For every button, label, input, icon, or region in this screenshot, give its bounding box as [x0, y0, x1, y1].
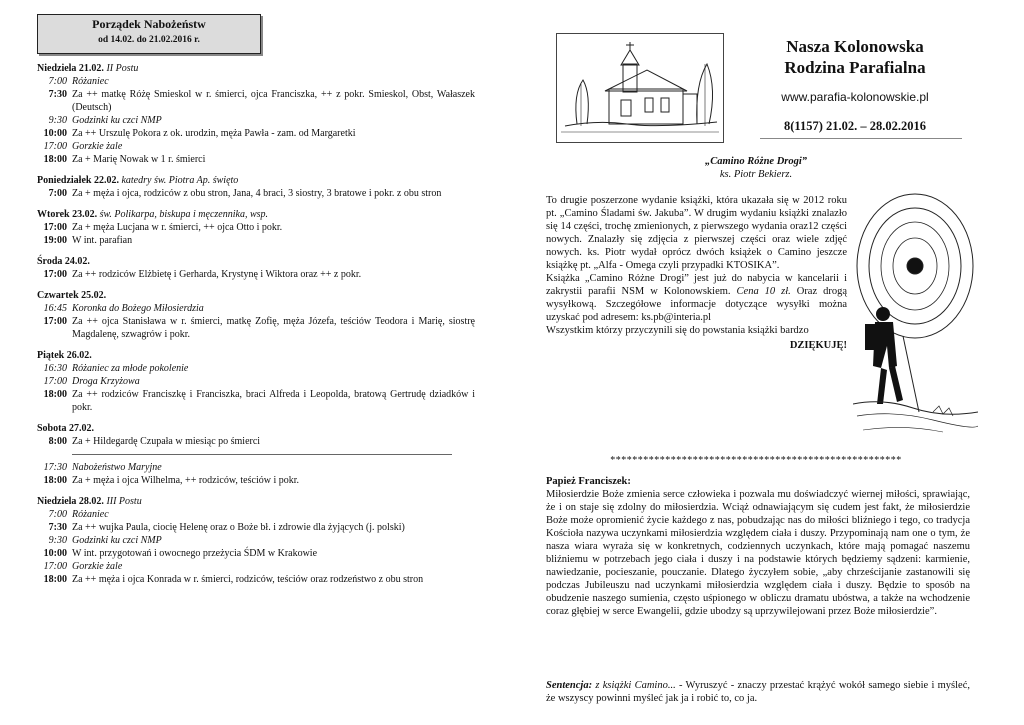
entry-intention: Za + męża i ojca Wilhelma, ++ rodziców, teściów i pokr.: [72, 475, 300, 486]
schedule-entry: [37, 302, 475, 315]
sentence-text: - Wyruszyć - znaczy przestać krążyć wokół samego siebie i myśleć, że wszyscy powinni myśleć jak ja i robić to, co ja.: [546, 680, 970, 704]
day-title: [37, 422, 475, 435]
schedule-entry: [37, 234, 475, 247]
entry-time: 18:00: [43, 574, 67, 585]
schedule-day: [37, 349, 475, 414]
pope-quote-title: Papież Franciszek:: [546, 476, 631, 487]
entry-intention: Gorzkie żale: [72, 561, 123, 572]
entry-time: 17:00: [43, 141, 67, 152]
entry-time: 9:30: [48, 535, 67, 546]
entry-intention: Koronka do Bożego Miłosierdzia: [72, 303, 204, 314]
entry-intention: Za ++ rodziców Franciszkę i Franciszka, braci Alfreda i Leopolda, bratową Gertrudę dziadków i pokr.: [72, 389, 475, 413]
masthead-title-line1: Nasza Kolonowska: [786, 37, 924, 56]
entry-time: 10:00: [43, 548, 67, 559]
entry-time: 19:00: [43, 235, 67, 246]
entry-intention: Godzinki ku czci NMP: [72, 115, 162, 126]
section-separator: *****************************************************: [610, 455, 902, 466]
day-title: [37, 208, 475, 221]
entry-time: 17:00: [43, 316, 67, 327]
entry-intention: Za ++ Urszulę Pokora z ok. urodzin, męża Pawła - zam. od Margaretki: [72, 128, 356, 139]
entry-intention: Za ++ rodziców Elżbietę i Gerharda, Krystynę i Wiktora oraz ++ z pokr.: [72, 269, 362, 280]
schedule-day: [37, 255, 475, 281]
schedule-day: [37, 495, 475, 586]
schedule-day: [37, 62, 475, 166]
entry-intention: Gorzkie żale: [72, 141, 123, 152]
entry-time: 16:30: [43, 363, 67, 374]
schedule-entry: [37, 153, 475, 166]
entry-intention: Za + męża i ojca, rodziców z obu stron, Jana, 4 braci, 3 siostry, 3 bratowe i pokr. z obu stron: [72, 188, 442, 199]
sentence-source: z książki Camino...: [595, 680, 676, 691]
entry-intention: Za ++ wujka Paula, ciocię Helenę oraz o Boże bł. i zdrowie dla żyjących (j. polski): [72, 522, 405, 533]
entry-time: 18:00: [43, 475, 67, 486]
entry-time: 7:00: [48, 76, 67, 87]
schedule-entry: [37, 375, 475, 388]
entry-intention: Za + Marię Nowak w 1 r. śmierci: [72, 154, 206, 165]
entry-time: 18:00: [43, 154, 67, 165]
schedule-day: [37, 174, 475, 200]
entry-time: 10:00: [43, 128, 67, 139]
book-heading: [666, 155, 846, 181]
entry-intention: W int. parafian: [72, 235, 133, 246]
entry-time: 18:00: [43, 389, 67, 400]
schedule-days: [37, 62, 475, 586]
schedule-entry: [37, 127, 475, 140]
schedule-header: [37, 14, 261, 54]
masthead: [745, 36, 965, 134]
schedule-entry: [37, 461, 475, 474]
schedule-entry: [37, 88, 475, 114]
entry-intention: W int. przygotowań i owocnego przeżycia ŚDM w Krakowie: [72, 548, 318, 559]
book-thanks: DZIĘKUJĘ!: [789, 340, 847, 351]
schedule-entry: [37, 474, 475, 487]
day-title: [37, 495, 475, 508]
book-title: „Camino Różne Drogi”: [704, 156, 808, 167]
entry-time: 9:30: [48, 115, 67, 126]
entry-intention: Za ++ matkę Różę Smieskol w r. śmierci, ojca Franciszka, ++ z pokr. Smieskol, Obst, Wałaszek (Deutsch): [72, 89, 475, 113]
pope-quote-text: Miłosierdzie Boże zmienia serce człowieka i pozwala mu doświadczyć wiernej miłości, sprawiając, że i on staje się zdolny do miłosierdzia. Wciąż odnawiającym się cudem jest fakt, że miłosierdzie Boże może opromienić życie każdego z nas, pobudzając nas do miłości bliźniego i tego, co tradycja Kościoła nazywa uczynkami miłosierdzia względem ciała i duszy. Przypominają nam one o tym, że nasza wiara wyraża się w konkretnych, codziennych uczynkach, które mają pomagać naszemu bliźniemu w potrzebach jego ciała i duszy i na podstawie których będziemy sądzeni: karmienie, nawiedzanie, pocieszanie, pouczanie. Dlatego życzyłem sobie, „aby chrześcijanie zastanowili się podczas Jubileuszu nad uczynkami miłosierdzia względem ciała i duszy. Będzie to sposób na obudzenie naszego sumienia, często uśpionego w obliczu dramatu ubóstwa, a także na wchodzenie coraz głębiej w serce Ewangelii, gdzie ubodzy są uprzywilejowani przez Boże miłosierdzie”.: [546, 489, 970, 617]
entry-intention: Różaniec: [72, 76, 109, 87]
entry-time: 16:45: [43, 303, 67, 314]
schedule-divider: [72, 454, 452, 455]
schedule-entry: [37, 388, 475, 414]
day-feast: II Postu: [106, 63, 139, 74]
book-paragraph-2a: Książka „Camino Różne Drogi” jest już do nabycia w kancelarii i zakrystii parafii NSM w Kolonowskiem.: [546, 273, 847, 297]
schedule-entry: [37, 573, 475, 586]
pilgrim-illustration: [853, 186, 978, 441]
day-date: Piątek 26.02.: [37, 350, 92, 361]
entry-intention: Za + Hildegardę Czupała w miesiąc po śmierci: [72, 436, 261, 447]
entry-time: 17:00: [43, 376, 67, 387]
schedule-day: [37, 422, 475, 487]
day-date: Wtorek 23.02.: [37, 209, 98, 220]
schedule-entry: [37, 268, 475, 281]
day-feast: św. Polikarpa, biskupa i męczennika, wsp.: [99, 209, 269, 220]
day-feast: III Postu: [106, 496, 142, 507]
entry-intention: Za ++ męża i ojca Konrada w r. śmierci, rodziców, teściów oraz rodzeństwo z obu stron: [72, 574, 424, 585]
day-date: Niedziela 28.02.: [37, 496, 104, 507]
day-title: [37, 174, 475, 187]
entry-intention: Nabożeństwo Maryjne: [72, 462, 162, 473]
day-date: Środa 24.02.: [37, 256, 90, 267]
schedule-entry: [37, 560, 475, 573]
entry-intention: Godzinki ku czci NMP: [72, 535, 162, 546]
schedule-title: Porządek Nabożeństw: [92, 17, 206, 31]
entry-time: 8:00: [48, 436, 67, 447]
entry-time: 7:30: [48, 522, 67, 533]
book-price: Cena 10 zł.: [736, 286, 791, 297]
entry-intention: Różaniec: [72, 509, 109, 520]
schedule-entry: [37, 114, 475, 127]
entry-time: 17:00: [43, 222, 67, 233]
schedule-day: [37, 208, 475, 247]
entry-intention: Droga Krzyżowa: [72, 376, 140, 387]
sentence: [546, 679, 970, 705]
schedule-day: [37, 289, 475, 341]
day-date: Niedziela 21.02.: [37, 63, 104, 74]
entry-intention: Za ++ ojca Stanisława w r. śmierci, matkę Zofię, męża Józefa, teściów Teodora i Marię, siostrę Magdalenę, szwagrów i pokr.: [72, 316, 475, 340]
issue-number: 8(1157) 21.02. – 28.02.2016: [783, 119, 926, 133]
book-paragraph-1: To drugie poszerzone wydanie książki, która ukazała się w 2012 roku pt. „Camino Śladami św. Jakuba”. W drugim wydaniu książki znalazło się 14 części, trochę zmienionych, z pierwszego wydania oraz12 części nowych. Znalazły się zdjęcia z pierwszej części oraz wiele zdjęć nowych. ks. Piotr wydał oprócz dwóch książek o Camino jeszcze książkę pt. „Alfa - Omega czyli przypadki KTOSIKA”.: [546, 195, 847, 271]
parish-url[interactable]: www.parafia-kolonowskie.pl: [781, 90, 929, 104]
entry-intention: Za + męża Lucjana w r. śmierci, ++ ojca Otto i pokr.: [72, 222, 283, 233]
entry-time: 7:30: [48, 89, 67, 100]
day-title: [37, 289, 475, 302]
book-paragraph-3: Wszystkim którzy przyczynili się do powstania książki bardzo: [546, 325, 809, 336]
schedule-entry: [37, 140, 475, 153]
schedule-period: od 14.02. do 21.02.2016 r.: [98, 35, 200, 45]
day-title: [37, 62, 475, 75]
entry-time: 17:00: [43, 269, 67, 280]
book-paragraph-2: [546, 272, 847, 324]
day-title: [37, 255, 475, 268]
sentence-label: Sentencja:: [546, 680, 593, 691]
book-paragraph-2b: Oraz drogą wysyłkową. Szczegółowe informacje dotyczące wysyłki można uzyskać pod adresem: ks.pb@interia.pl: [546, 286, 848, 323]
church-illustration: [556, 33, 724, 143]
entry-intention: Różaniec za młode pokolenie: [72, 363, 189, 374]
schedule-entry: [37, 187, 475, 200]
day-title: [37, 349, 475, 362]
entry-time: 17:30: [43, 462, 67, 473]
masthead-divider: [760, 138, 962, 139]
day-date: Poniedziałek 22.02.: [37, 175, 119, 186]
masthead-title-line2: Rodzina Parafialna: [784, 58, 926, 77]
day-date: Czwartek 25.02.: [37, 290, 107, 301]
day-date: Sobota 27.02.: [37, 423, 94, 434]
pope-quote: [546, 475, 970, 618]
schedule-entry: [37, 508, 475, 521]
book-article: [546, 194, 847, 352]
schedule-entry: [37, 521, 475, 534]
day-feast: katedry św. Piotra Ap. święto: [121, 175, 239, 186]
mass-schedule: [37, 14, 475, 586]
schedule-entry: [37, 315, 475, 341]
schedule-entry: [37, 534, 475, 547]
schedule-entry: [37, 221, 475, 234]
schedule-entry: [37, 362, 475, 375]
entry-time: 17:00: [43, 561, 67, 572]
book-author: ks. Piotr Bekierz.: [719, 169, 793, 180]
schedule-entry: [37, 547, 475, 560]
entry-time: 7:00: [48, 188, 67, 199]
schedule-entry: [37, 75, 475, 88]
entry-time: 7:00: [48, 509, 67, 520]
schedule-entry: [37, 435, 475, 448]
